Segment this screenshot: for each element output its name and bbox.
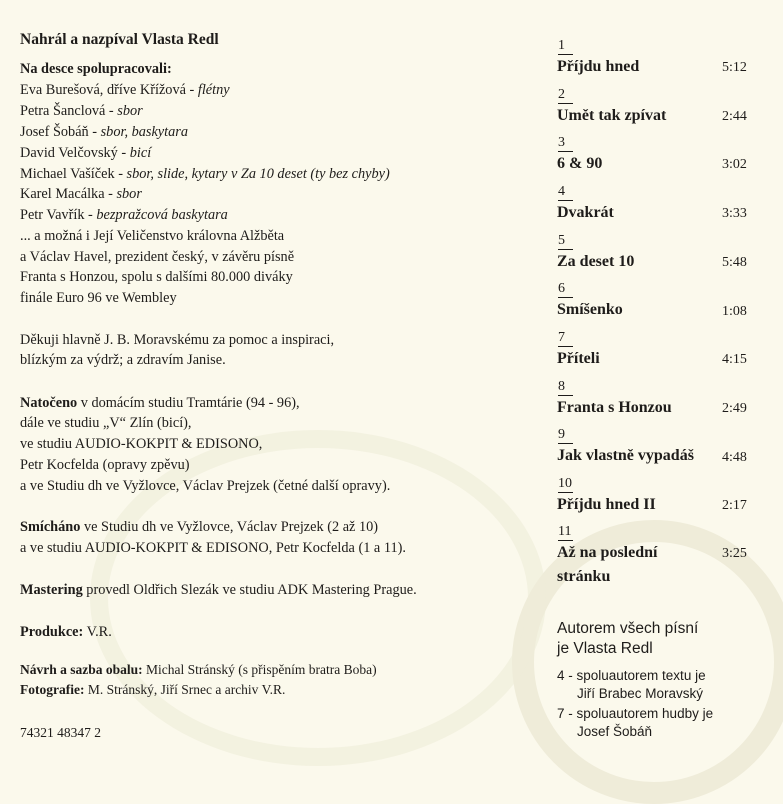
collaborator-role: flétny: [197, 82, 230, 98]
track-duration: 4:48: [722, 450, 747, 465]
track-title: Až na poslední: [557, 544, 658, 561]
track-number: 9: [558, 427, 573, 444]
track-number: 10: [558, 476, 572, 491]
thanks-line: Děkuji hlavně J. B. Moravskému za pomoc a inspiraci,: [20, 332, 335, 348]
track-number: 5: [558, 233, 573, 250]
author-statement: [557, 619, 698, 659]
mixed-label: Smícháno: [20, 519, 81, 535]
collaborator-role: sbor, baskytara: [100, 124, 188, 140]
track-duration: 4:15: [722, 352, 747, 367]
track-duration: 1:08: [722, 304, 747, 319]
track-number: 11: [558, 524, 572, 539]
photo-text: M. Stránský, Jiří Srnec a archiv V.R.: [84, 682, 286, 697]
production-label: Produkce:: [20, 624, 84, 640]
track-duration: 5:48: [722, 255, 747, 270]
collaborator-role: sbor: [117, 103, 143, 119]
collaborator-role: sbor: [116, 186, 142, 202]
track-duration: 2:17: [722, 498, 747, 513]
mastering-label: Mastering: [20, 582, 83, 598]
collaborator-role: bezpražcová baskytara: [96, 207, 228, 223]
photo-label: Fotografie:: [20, 682, 85, 697]
recorded-line: Petr Kocfelda (opravy zpěvu): [20, 457, 190, 473]
track-title: Příjdu hned II: [557, 496, 656, 513]
track-title: Za deset 10: [557, 253, 635, 270]
recorded-by-heading: Nahrál a nazpíval Vlasta Redl: [20, 31, 219, 48]
extra-line: Franta s Honzou, spolu s dalšími 80.000 diváky: [20, 269, 293, 285]
track-title: Příteli: [557, 350, 600, 367]
track-title: Příjdu hned: [557, 58, 640, 75]
collaborator-name: Karel Macálka -: [20, 186, 117, 202]
collaborator-name: Michael Vašíček -: [20, 166, 127, 182]
recorded-line: ve studiu AUDIO-KOKPIT & EDISONO,: [20, 436, 263, 452]
recorded-text: v domácím studiu Tramtárie (94 - 96),: [77, 395, 300, 411]
design-label: Návrh a sazba obalu:: [20, 662, 143, 677]
extra-line: finále Euro 96 ve Wembley: [20, 290, 177, 306]
track-duration: 3:33: [722, 206, 747, 221]
track-number: 7: [558, 330, 573, 347]
track-number: 4: [558, 184, 573, 201]
track-duration: 2:49: [722, 401, 747, 416]
collaborator-name: Petra Šanclová -: [20, 103, 118, 119]
track-title: 6 & 90: [557, 155, 603, 172]
recorded-line: dále ve studiu „V“ Zlín (bicí),: [20, 415, 192, 431]
coauthor-note: 7 - spoluautorem hudby je: [557, 706, 714, 721]
track-title-continued: stránku: [557, 568, 611, 585]
recorded-line: a ve Studiu dh ve Vyžlovce, Václav Prejzek (četné další opravy).: [20, 478, 391, 494]
collaborator-name: Josef Šobáň -: [20, 124, 101, 140]
track-number: 1: [558, 38, 573, 55]
track-number: 6: [558, 281, 573, 298]
track-title: Dvakrát: [557, 204, 614, 221]
track-duration: 2:44: [722, 109, 747, 124]
thanks-line: blízkým za výdrž; a zdravím Janise.: [20, 352, 226, 368]
mixed-text: ve Studiu dh ve Vyžlovce, Václav Prejzek (2 až 10): [80, 519, 379, 535]
mixed-line: a ve studiu AUDIO-KOKPIT & EDISONO, Petr Kocfelda (1 a 11).: [20, 540, 406, 556]
track-duration: 3:25: [722, 546, 747, 561]
collaborator-role: bicí: [129, 145, 152, 161]
track-title: Jak vlastně vypadáš: [557, 447, 694, 464]
collaborator-name: David Velčovský -: [20, 145, 130, 161]
collaborators-heading: Na desce spolupracovali:: [20, 61, 172, 77]
track-number: 2: [558, 87, 573, 104]
coauthor-note: 4 - spoluautorem textu je: [557, 668, 706, 683]
coauthor-name: Josef Šobáň: [577, 724, 653, 739]
collaborator-role: sbor, slide, kytary v Za 10 deset (ty bez chyby): [126, 166, 390, 182]
coauthor-name: Jiří Brabec Moravský: [577, 686, 704, 701]
collaborator-name: Eva Burešová, dříve Křížová -: [20, 82, 198, 98]
author-line: Autorem všech písní: [557, 620, 699, 637]
extra-line: a Václav Havel, prezident český, v závěru písně: [20, 249, 295, 265]
track-title: Umět tak zpívat: [557, 107, 667, 124]
track-number: 8: [558, 379, 573, 396]
track-title: Franta s Honzou: [557, 399, 672, 416]
track-number: 3: [558, 135, 573, 152]
mastering-text: provedl Oldřich Slezák ve studiu ADK Mastering Prague.: [82, 582, 417, 598]
extra-line: ... a možná i Její Veličenstvo královna Alžběta: [20, 228, 285, 244]
collaborator-name: Petr Vavřík -: [20, 207, 97, 223]
author-line: je Vlasta Redl: [557, 640, 653, 657]
track-title: Smíšenko: [557, 301, 623, 318]
catalog-number: 74321 48347 2: [20, 725, 101, 740]
recorded-label: Natočeno: [20, 395, 78, 411]
track-duration: 5:12: [722, 60, 747, 75]
production-text: V.R.: [83, 624, 112, 640]
track-duration: 3:02: [722, 157, 747, 172]
design-text: Michal Stránský (s přispěním bratra Boba): [142, 662, 377, 677]
